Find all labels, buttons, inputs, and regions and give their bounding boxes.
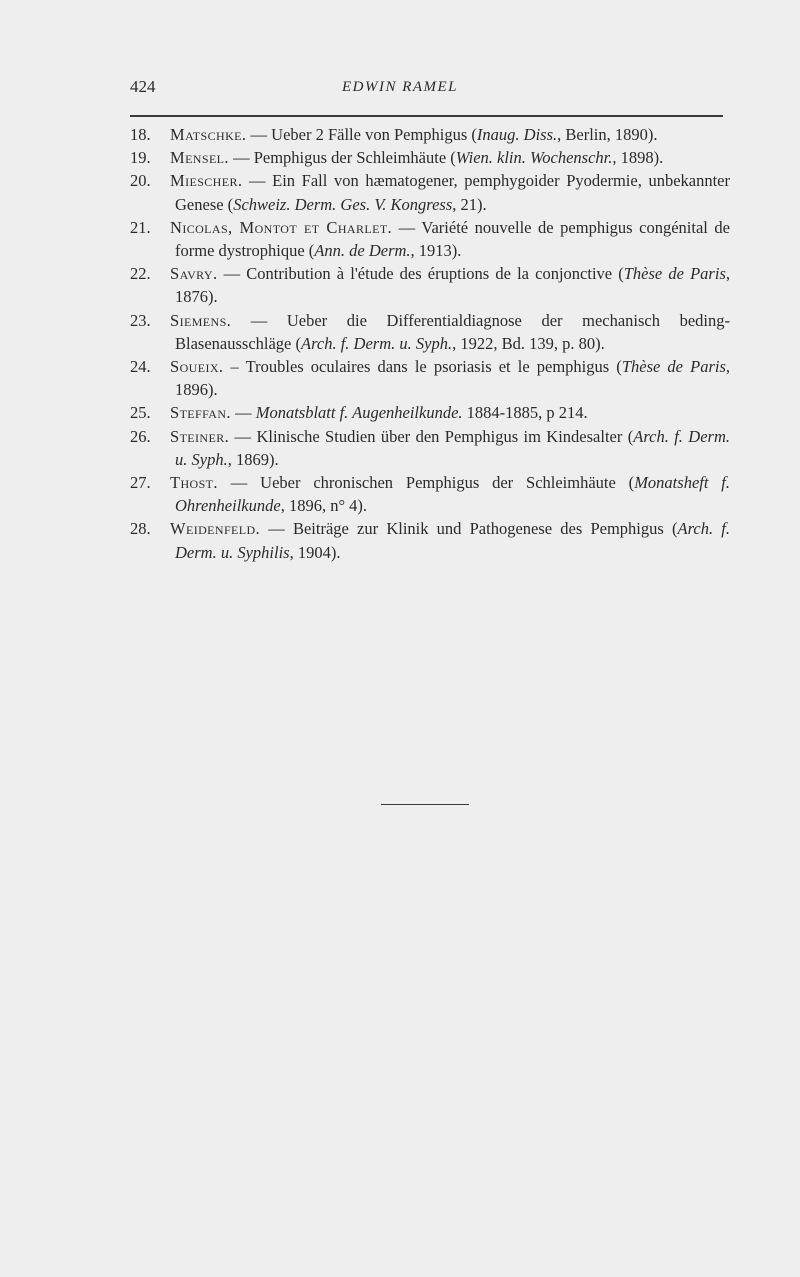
reference-text: —: [230, 403, 256, 423]
reference-text: , 1869).: [227, 449, 279, 469]
reference-text: , 1898).: [612, 148, 664, 168]
end-rule: [381, 804, 469, 805]
reference-item: [130, 262, 730, 308]
reference-number: 20.: [130, 171, 151, 191]
reference-number: 18.: [130, 125, 151, 144]
reference-text: — Variété nouvelle de pemphigus congénital de forme dystrophique (: [175, 217, 730, 261]
reference-text: , 1913).: [410, 241, 462, 261]
reference-journal: Arch. f. Derm. u. Syph.: [301, 333, 453, 353]
reference-journal: Monatsblatt f. Augenheilkunde.: [255, 403, 463, 423]
reference-author: Miescher.: [170, 171, 243, 191]
reference-journal: Monatsheft f. Ohrenheilkunde: [175, 473, 730, 516]
reference-author: Siemens.: [170, 310, 232, 330]
reference-text: — Contribution à l'étude des éruptions de la conjonctive (: [217, 264, 624, 284]
reference-author: Matschke.: [170, 125, 247, 144]
reference-text: 1884-1885, p 214.: [462, 403, 588, 423]
reference-number: 25.: [130, 403, 151, 423]
reference-journal: Schweiz. Derm. Ges. V. Kongress: [233, 194, 453, 214]
reference-journal: Thèse de Paris: [623, 264, 726, 284]
header-rule: [130, 115, 723, 117]
reference-item: [130, 169, 730, 215]
reference-journal: Ann. de Derm.: [314, 241, 411, 261]
reference-number: 28.: [130, 519, 151, 539]
reference-author: Mensel.: [170, 148, 229, 168]
reference-journal: Arch. f. Derm. u. Syphilis: [175, 519, 731, 562]
reference-item: [130, 146, 730, 169]
reference-journal: Thèse de Paris: [621, 357, 726, 377]
running-head: EDWIN RAMEL: [341, 79, 459, 95]
reference-text: — Ueber 2 Fälle von Pemphigus (: [246, 125, 477, 144]
reference-text: , 1896, n° 4).: [280, 496, 368, 516]
reference-number: 27.: [130, 473, 151, 493]
reference-text: – Troubles oculaires dans le psoriasis et le pemphigus (: [223, 357, 622, 377]
reference-list: [130, 123, 730, 564]
reference-text: , Berlin, 1890).: [557, 125, 658, 144]
reference-item: [130, 123, 730, 146]
reference-item: [130, 309, 730, 355]
reference-author: Weidenfeld.: [170, 519, 261, 539]
reference-text: , 1904).: [289, 542, 341, 562]
reference-author: Steffan.: [170, 403, 231, 423]
reference-author: Savry.: [170, 264, 218, 284]
reference-journal: Wien. klin. Wochenschr.: [455, 148, 613, 168]
reference-text: , 1896).: [175, 357, 730, 400]
reference-number: 22.: [130, 264, 151, 284]
reference-item: [130, 471, 730, 517]
reference-number: 26.: [130, 426, 151, 446]
reference-item: [130, 401, 730, 424]
reference-author: Soueix.: [170, 357, 224, 377]
reference-journal: Arch. f. Derm. u. Syph.: [175, 426, 730, 469]
reference-text: — Ueber chronischen Pemphigus der Schleimhäute (: [217, 473, 635, 493]
reference-text: — Ein Fall von hæmatogener, pemphygoider Pyodermie, unbekannter Genese (: [175, 171, 730, 214]
reference-text: — Ueber die Differentialdiagnose der mechanisch beding-Blasenausschläge (: [175, 310, 730, 353]
reference-author: Nicolas, Montot et Charlet.: [170, 217, 393, 237]
reference-text: , 1922, Bd. 139, p. 80).: [452, 333, 605, 353]
reference-text: , 1876).: [175, 264, 730, 307]
reference-text: — Beiträge zur Klinik und Pathogenese des Pemphigus (: [260, 519, 678, 539]
reference-item: [130, 517, 730, 563]
reference-journal: Inaug. Diss.: [476, 125, 558, 144]
reference-number: 21.: [130, 217, 151, 237]
reference-number: 19.: [130, 148, 151, 168]
reference-text: — Klinische Studien über den Pemphigus im Kindesalter (: [229, 426, 634, 446]
reference-text: , 21).: [452, 194, 487, 214]
reference-number: 23.: [130, 310, 151, 330]
reference-text: — Pemphigus der Schleimhäute (: [228, 148, 456, 168]
reference-number: 24.: [130, 357, 151, 377]
reference-item: [130, 216, 730, 262]
reference-item: [130, 425, 730, 471]
page-number: 424: [130, 77, 156, 96]
reference-author: Thost.: [170, 473, 218, 493]
reference-author: Steiner.: [170, 426, 230, 446]
reference-item: [130, 355, 730, 401]
